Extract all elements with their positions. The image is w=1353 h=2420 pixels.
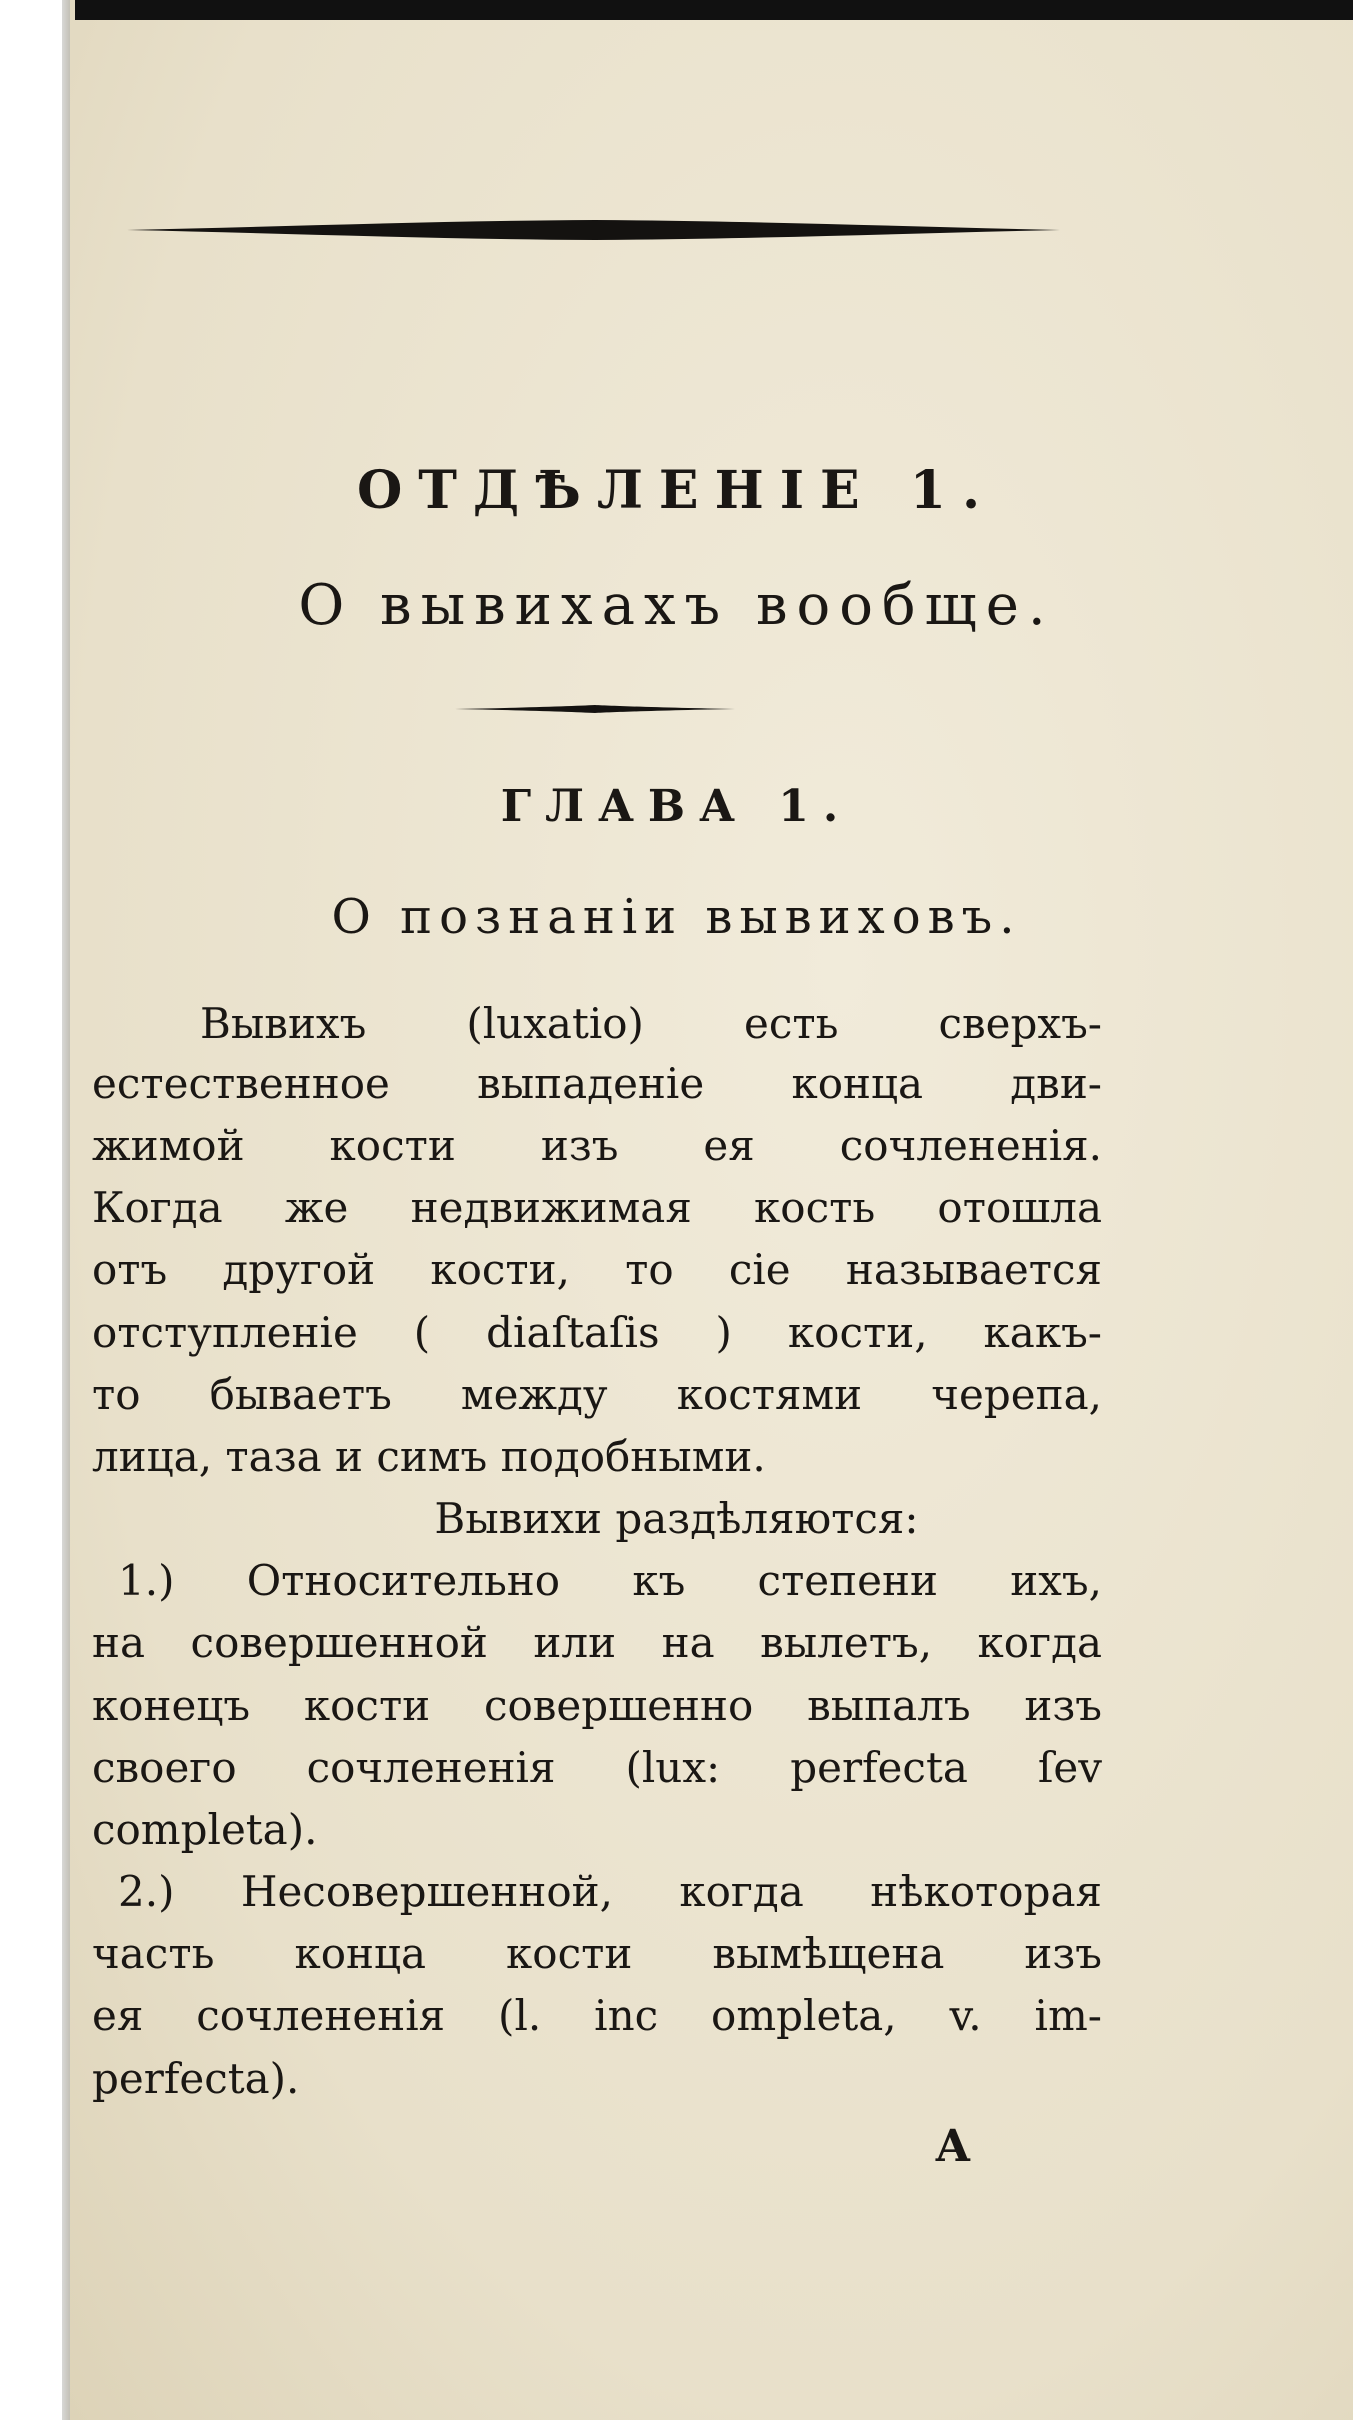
chapter-title: ГЛАВА 1. [500,781,853,832]
body-line: отступленіе ( diaſtaſis ) кости, какъ- [92,1308,1102,1357]
body-line: Вывихи раздѣляются: [434,1494,919,1543]
body-line: отъ другой кости, то сіе называется [92,1245,1102,1294]
body-line: часть конца кости вымѣщена изъ [92,1929,1102,1978]
body-line: Вывихъ (luxatio) есть сверхъ- [200,999,1102,1048]
scan-top-border [75,0,1353,20]
body-line: естественное выпаденіе конца дви- [92,1059,1102,1108]
section-subtitle: О вывихахъ вообще. [298,573,1055,638]
body-line: жимой кости изъ ея сочлененія. [92,1121,1102,1170]
section-title: ОТДѢЛЕНІЕ 1. [356,460,997,521]
body-line: своего сочлененія (lux: perfecta ſev [92,1743,1102,1792]
body-line: Когда же недвижимая кость отошла [92,1183,1102,1232]
body-line: то бываетъ между костями черепа, [92,1370,1102,1419]
body-line: на совершенной или на вылетъ, когда [92,1618,1102,1667]
body-line: лица, таза и симъ подобными. [92,1432,766,1481]
body-line: конецъ кости совершенно выпалъ изъ [92,1681,1102,1730]
ornamental-rule [125,218,1060,242]
chapter-subtitle: О познаніи вывиховъ. [331,889,1022,945]
body-line: 1.) Относительно къ степени ихъ, [118,1556,1102,1605]
body-line: 2.) Несовершенной, когда нѣкоторая [118,1867,1102,1916]
body-line: perfecta). [92,2054,300,2103]
divider-rule [455,703,735,715]
catchword: А [935,2121,971,2172]
body-line: completa). [92,1805,318,1854]
body-line: ея сочлененія (l. inc ompleta, v. im- [92,1991,1102,2040]
